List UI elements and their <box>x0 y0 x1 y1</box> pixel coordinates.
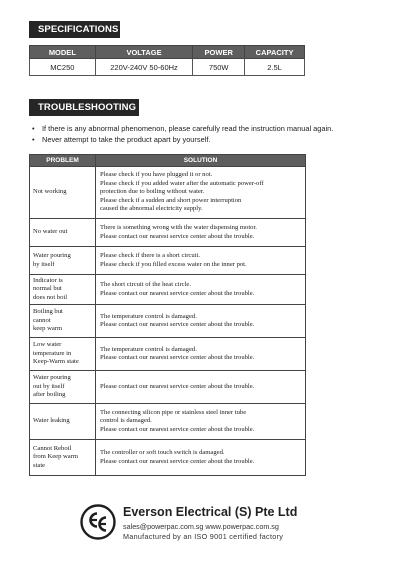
ts-header-problem: PROBLEM <box>30 155 96 167</box>
solution-cell <box>96 167 306 219</box>
spec-header-capacity: CAPACITY <box>245 46 305 59</box>
solution-text: Please contact our nearest service center about the trouble. <box>100 289 255 297</box>
footer <box>0 498 400 558</box>
problem-text: Water pouring <box>33 252 71 260</box>
company-contact: sales@powerpac.com.sg www.powerpac.com.sg <box>123 522 279 531</box>
solution-cell <box>96 247 306 275</box>
note-item <box>32 135 382 146</box>
solution-text: There is something wrong with the water dispensing motor. <box>100 224 257 232</box>
note-text: Never attempt to take the product apart by yourself. <box>42 134 211 144</box>
spec-header-power: POWER <box>193 46 245 59</box>
troubleshooting-heading: TROUBLESHOOTING <box>29 99 139 116</box>
solution-text: The temperature control is damaged. <box>100 345 197 353</box>
solution-text: Please contact our nearest service center about the trouble. <box>100 382 255 390</box>
solution-text: Please contact our nearest service center about the trouble. <box>100 321 255 328</box>
solution-text: The connecting silicon pipe or stainless steel inner tube <box>100 408 247 416</box>
troubleshooting-table <box>29 154 306 476</box>
solution-text: Please contact our nearest service center about the trouble. <box>100 232 255 240</box>
specifications-table <box>29 45 305 76</box>
solution-cell <box>96 404 306 440</box>
problem-text: Water leaking <box>33 417 70 425</box>
solution-text: Please check if you added water after the automatic power-off <box>100 179 264 187</box>
problem-text: keep warm <box>33 325 63 333</box>
troubleshooting-row <box>30 371 306 404</box>
problem-text: does not boil <box>33 293 68 301</box>
solution-cell <box>96 305 306 338</box>
troubleshooting-row <box>30 440 306 476</box>
problem-text: Water pouring <box>33 374 71 382</box>
problem-text: cannot <box>33 316 51 324</box>
problem-cell <box>30 338 96 371</box>
specifications-heading: SPECIFICATIONS <box>29 21 120 38</box>
solution-text: caused the abnormal electricity supply. <box>100 205 203 213</box>
troubleshooting-notes <box>32 124 382 145</box>
problem-text: Low water <box>33 341 62 349</box>
solution-text: protection due to boiling without water. <box>100 188 205 196</box>
troubleshooting-row <box>30 404 306 440</box>
problem-text: Indicator is <box>33 276 63 284</box>
spec-voltage-value: 220V-240V 50-60Hz <box>95 59 193 76</box>
problem-cell <box>30 275 96 305</box>
solution-cell <box>96 440 306 476</box>
ts-header-solution: SOLUTION <box>96 155 306 167</box>
spec-header-model: MODEL <box>30 46 96 59</box>
solution-text: The controller or soft touch switch is damaged. <box>100 449 225 457</box>
problem-cell <box>30 305 96 338</box>
troubleshooting-row <box>30 219 306 247</box>
note-item <box>32 124 382 135</box>
bullet-icon: • <box>32 134 35 144</box>
spec-header-voltage: VOLTAGE <box>95 46 193 59</box>
spec-power-value: 750W <box>193 59 245 76</box>
company-logo-icon <box>80 504 116 540</box>
solution-text: The short circuit of the heat circle. <box>100 281 191 289</box>
troubleshooting-table-body <box>30 167 306 476</box>
problem-cell <box>30 247 96 275</box>
troubleshooting-row <box>30 305 306 338</box>
problem-text: Cannot Reboil <box>33 444 72 452</box>
problem-text: Not working <box>33 188 67 196</box>
solution-text: The temperature control is damaged. <box>100 312 197 320</box>
solution-text: Please contact our nearest service center about the trouble. <box>100 425 255 433</box>
spec-capacity-value: 2.5L <box>245 59 305 76</box>
problem-cell <box>30 404 96 440</box>
company-certification: Manufactured by an ISO 9001 certified factory <box>123 532 284 541</box>
problem-text: normal but <box>33 285 62 293</box>
troubleshooting-row <box>30 275 306 305</box>
solution-text: Please check if there is a short circuit. <box>100 252 200 260</box>
solution-text: Please check if you filled excess water on the inner pot. <box>100 260 247 268</box>
solution-text: control is damaged. <box>100 417 152 425</box>
problem-cell <box>30 440 96 476</box>
bullet-icon: • <box>32 124 35 133</box>
solution-cell <box>96 371 306 404</box>
note-text: If there is any abnormal phenomenon, please carefully read the instruction manual again. <box>42 124 334 133</box>
solution-cell <box>96 338 306 371</box>
problem-text: by itself <box>33 260 55 268</box>
solution-cell <box>96 275 306 305</box>
problem-text: state <box>33 461 46 469</box>
problem-text: Keep-Warm state <box>33 358 79 366</box>
solution-cell <box>96 219 306 247</box>
troubleshooting-row <box>30 338 306 371</box>
problem-cell <box>30 219 96 247</box>
solution-text: Please contact our nearest service center about the trouble. <box>100 457 255 465</box>
problem-text: from Keep warm <box>33 453 79 461</box>
problem-cell <box>30 167 96 219</box>
company-name: Everson Electrical (S) Pte Ltd <box>123 505 298 519</box>
spec-model-value: MC250 <box>30 59 96 76</box>
problem-text: out by itself <box>33 382 65 390</box>
troubleshooting-row <box>30 167 306 219</box>
problem-text: Boiling but <box>33 308 63 316</box>
spec-row <box>30 59 305 76</box>
solution-text: Please check if you have plugged it or not. <box>100 171 213 179</box>
ts-header-row <box>30 155 306 167</box>
spec-header-row <box>30 46 305 59</box>
problem-cell <box>30 371 96 404</box>
problem-text: temperature in <box>33 349 72 357</box>
troubleshooting-row <box>30 247 306 275</box>
solution-text: Please contact our nearest service center about the trouble. <box>100 354 255 361</box>
problem-text: No water out <box>33 228 68 236</box>
problem-text: after boiling <box>33 391 66 399</box>
solution-text: Please check if a sudden and short power interruption <box>100 196 242 204</box>
